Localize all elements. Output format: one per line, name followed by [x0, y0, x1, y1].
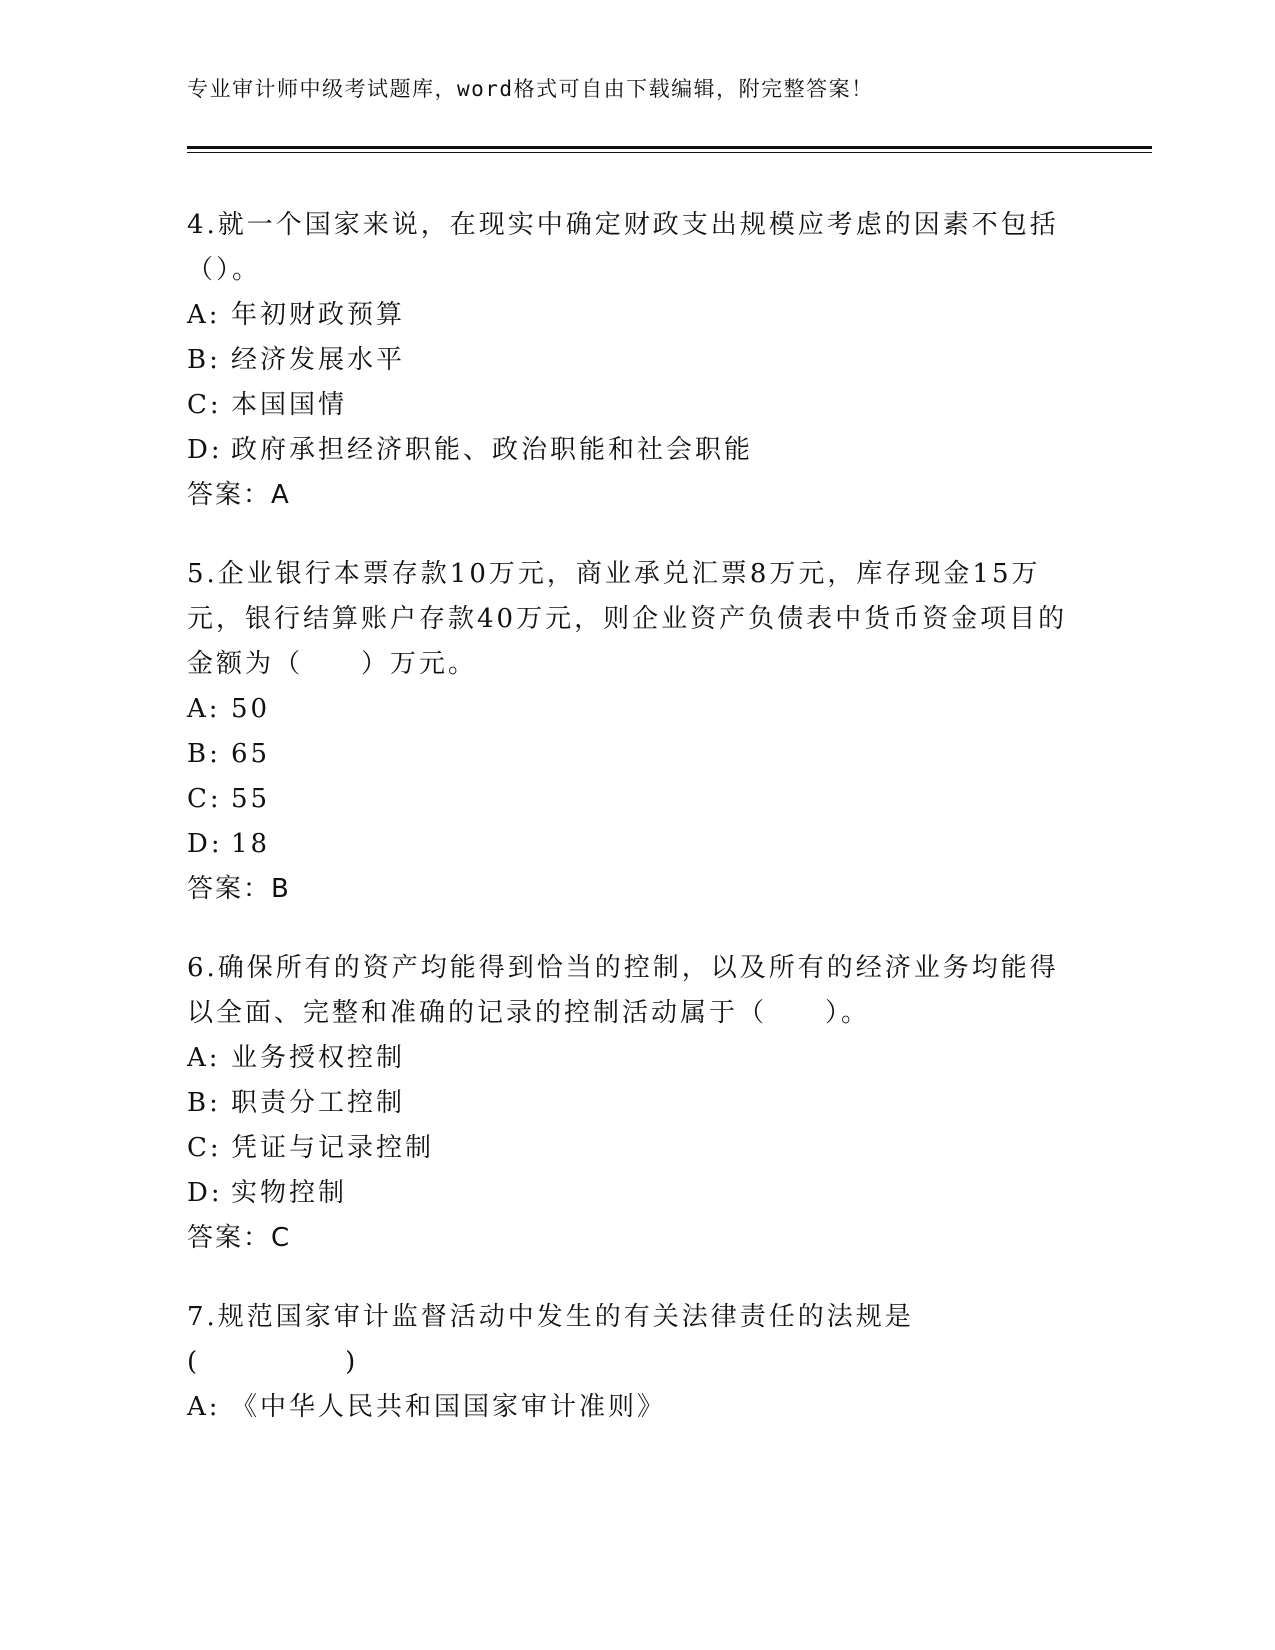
- question-stem-line: （）。: [187, 255, 262, 285]
- option-text: 凭证与记录控制: [231, 1133, 435, 1163]
- option-letter: A:: [187, 1043, 221, 1073]
- option-text: 职责分工控制: [231, 1088, 406, 1118]
- option-a: [187, 1385, 1087, 1430]
- question-stem: [187, 946, 1087, 1036]
- option-text: 政府承担经济职能、政治职能和社会职能: [231, 435, 754, 465]
- answer-line: 答案：C: [187, 1223, 292, 1253]
- option-c: [187, 1126, 1087, 1171]
- option-b: [187, 1081, 1087, 1126]
- option-text: 实物控制: [231, 1178, 348, 1208]
- option-text: 55: [231, 784, 271, 814]
- question-stem-line: ( ): [187, 1347, 359, 1377]
- option-letter: C:: [187, 1133, 222, 1163]
- option-letter: B:: [187, 739, 221, 769]
- option-b: [187, 338, 1087, 383]
- option-text: 《中华人民共和国国家审计准则》: [231, 1392, 667, 1422]
- question-stem: [187, 552, 1087, 687]
- question-stem-line: 元，银行结算账户存款40万元，则企业资产负债表中货币资金项目的: [187, 604, 1068, 634]
- question-list: [187, 203, 1087, 1464]
- option-letter: A:: [187, 694, 221, 724]
- question-5: [187, 552, 1087, 912]
- question-stem-line: 金额为（ ）万元。: [187, 649, 478, 679]
- option-letter: A:: [187, 1392, 221, 1422]
- option-letter: B:: [187, 345, 221, 375]
- option-letter: C:: [187, 784, 222, 814]
- question-stem-line: 4.就一个国家来说，在现实中确定财政支出规模应考虑的因素不包括: [187, 210, 1059, 240]
- option-c: [187, 383, 1087, 428]
- question-7: [187, 1295, 1087, 1430]
- option-b: [187, 732, 1087, 777]
- question-stem: [187, 203, 1087, 293]
- page-header: 专业审计师中级考试题库，word格式可自由下载编辑，附完整答案！: [187, 77, 874, 101]
- option-letter: D:: [187, 435, 223, 465]
- answer-line: 答案：B: [187, 874, 291, 904]
- option-text: 65: [231, 739, 271, 769]
- option-c: [187, 777, 1087, 822]
- question-stem-line: 7.规范国家审计监督活动中发生的有关法律责任的法规是: [187, 1302, 914, 1332]
- question-6: [187, 946, 1087, 1261]
- option-d: [187, 822, 1087, 867]
- option-text: 业务授权控制: [231, 1043, 406, 1073]
- option-letter: C:: [187, 390, 222, 420]
- option-a: [187, 293, 1087, 338]
- question-stem: [187, 1295, 1087, 1385]
- answer-line: 答案：A: [187, 480, 291, 510]
- question-stem-line: 5.企业银行本票存款10万元，商业承兑汇票8万元，库存现金15万: [187, 559, 1041, 589]
- option-a: [187, 687, 1087, 732]
- question-stem-line: 6.确保所有的资产均能得到恰当的控制，以及所有的经济业务均能得: [187, 953, 1059, 983]
- option-letter: B:: [187, 1088, 221, 1118]
- option-a: [187, 1036, 1087, 1081]
- option-d: [187, 1171, 1087, 1216]
- header-divider-thin: [187, 152, 1152, 153]
- option-letter: A:: [187, 300, 221, 330]
- option-text: 年初财政预算: [231, 300, 406, 330]
- option-text: 50: [231, 694, 271, 724]
- option-text: 18: [231, 829, 271, 859]
- header-divider-thick: [187, 146, 1152, 149]
- option-letter: D:: [187, 1178, 223, 1208]
- option-text: 本国国情: [231, 390, 348, 420]
- question-4: [187, 203, 1087, 518]
- option-d: [187, 428, 1087, 473]
- option-text: 经济发展水平: [231, 345, 406, 375]
- question-stem-line: 以全面、完整和准确的记录的控制活动属于（ ）。: [187, 998, 871, 1028]
- option-letter: D:: [187, 829, 223, 859]
